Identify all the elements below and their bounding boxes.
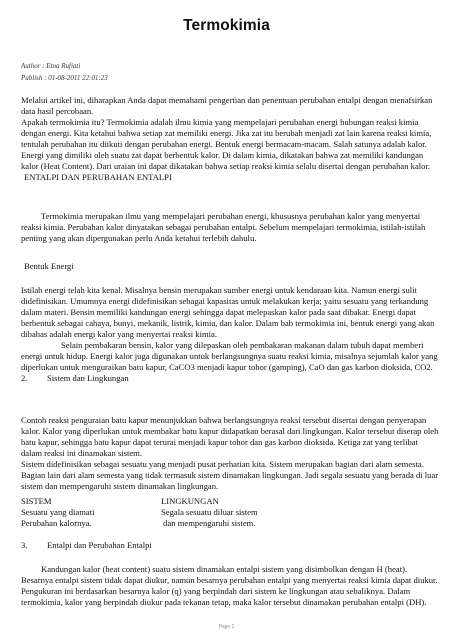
- table-cell: Perubahan kalornya.: [21, 518, 92, 528]
- paragraph-energi: Istilah energi telah kita kenal. Misalnya bensin merupakan sumber energi untuk kendaraan kita. Namun energi sulit didefinisikan. Umumnya energi didefinisikan sebagai kapasitas untuk melakukan kerja; yaitu sesuatu yang terkandung dalam materi. Bensin memiliki kandungan energi sehingga dapat melepaskan kalor pada saat dibakar. Energi dapat berbentuk sebagai cahaya, bunyi, mekanik, listrik, kimia, dan kalor. Dalam bab termokimia ini, bentuk energi yang akan dibahas adalah energi kalor yang menyertai reaksi kimia.: [21, 285, 435, 339]
- heading-entalpi: ENTALPI DAN PERUBAHAN ENTALPI: [24, 172, 172, 182]
- table-cell: Sesuatu yang diamati: [21, 507, 95, 517]
- paragraph-intro: Melalui artikel ini, diharapkan Anda dapat memahami pengertian dan penentuan perubahan entalpi dengan menafsirkan data hasil percobaan.: [21, 95, 433, 116]
- table-cell: dan mempengaruhi sistem.: [161, 518, 256, 528]
- intro-block: [21, 95, 439, 183]
- page-title: Termokimia: [183, 17, 270, 34]
- section-3-heading: [21, 540, 439, 551]
- table-cell: Segala sesuatu diluar sistem: [161, 507, 258, 517]
- table-cell: SISTEM: [21, 496, 52, 506]
- section-2-label: Sistem dan Lingkungan: [47, 373, 129, 383]
- table-row: [21, 496, 258, 507]
- paragraph-penguraian: Contoh reaksi penguraian batu kapur menunjukkan bahwa berlangsungnya reaksi tersebut disertai dengan penyerapan kalor. Kalor yang diperlukan untuk membakar batu kapur didapatkan berasal dari lingkungan. Kalor tersebut diserap oleh batu kapur, sehingga batu kapur dapat terurai menjadi kapur tohor dan gas karbon dioksida. Ketiga zat yang terlibat dalam reaksi ini dinamakan sistem.: [21, 415, 439, 458]
- section-energi-body: [21, 285, 439, 384]
- table-cell: LINGKUNGAN: [161, 496, 219, 506]
- table-row: [21, 507, 258, 518]
- paragraph-pembakaran: Selain pembakaran bensin, kalor yang dilepaskan oleh pembakaran makanan dalam tubuh dapat memberi energi untuk hidup. Energi kalor juga digunakan untuk berlangsungnya suatu reaksi kimia, misalnya sejumlah kalor yang diperlukan untuk menguraikan batu kapur, CaCO3 menjadi kapur tohor (gamping), CaO dan gas karbon dioksida, CO2.: [21, 340, 438, 372]
- section-sistem-body: [21, 415, 439, 492]
- paragraph-sistem: Sistem didefinisikan sebagai sesuatu yang menjadi pusat perhatian kita. Sistem merupakan bagian dari alam semesta. Bagian lain dari alam semesta yang tidak termasuk sistem dinamakan lingkungan. Jadi segala sesuatu yang berada di luar sistem dan mempengaruhi sistem dinamakan lingkungan.: [21, 459, 439, 491]
- author-line: Author : Etna Rufiati: [21, 62, 81, 70]
- sistem-lingkungan-table: [21, 496, 258, 529]
- section-2-heading: [21, 373, 439, 384]
- section-3-label: Entalpi dan Perubahan Entalpi: [47, 540, 152, 550]
- section-3-number: 3.: [21, 540, 28, 550]
- paragraph-kandungan-kalor: Kandungan kalor (heat content) suatu sistem dinamakan entalpi sistem yang disimbolkan dengan H (heat). Besarnya entalpi sistem tidak dapat diukur, namun besarnya perubahan entalpi yang menyertai reaksi kimia dapat diukur. Pengukuran ini berdasarkan besarnya kalor (q) yang berpindah dari sistem ke lingkungan atau sebaliknya. Dalam termokimia, kalor yang berpindah diukur pada tekanan tetap, maka kalor tersebut dinamakan perubahan entalpi (DH).: [21, 564, 438, 607]
- publish-line: Publish : 01-08-2011 22:01:23: [21, 74, 108, 82]
- page-number: Page 1: [218, 624, 235, 630]
- paragraph-termokimia: Apakah termokimia itu? Termokimia adalah ilmu kimia yang mempelajari perubahan energi hubungan reaksi kimia dengan energi. Kita ketahui bahwa setiap zat memiliki energi. Jika zat itu berubah menjadi zat lain karena reaksi kimia, tentulah perubahan itu diikuti dengan perubahan energi. Bentuk energi bermacam-macam. Salah satunya adalah kalor. Energi yang dimiliki oleh suatu zat dapat berbentuk kalor. Di dalam kimia, dikatakan bahwa zat memiliki kandungan kalor (Heat Content). Dari uraian ini dapat dikatakan bahwa setiap reaksi kimia selalu disertai dengan perubahan kalor.: [21, 117, 432, 171]
- section-entalpi-detail: [21, 564, 439, 608]
- paragraph-termokimia-definition: Termokimia merupakan ilmu yang mempelajari perubahan energi, khususnya perubahan kalor yang menyertai reaksi kimia. Perubahan kalor dinyatakan sebagai perubahan entalpi. Sebelum mempelajari termokimia, istilah-istilah penting yang akan dipergunakan perlu Anda ketahui terlebih dahulu.: [21, 211, 426, 243]
- table-row: [21, 518, 258, 529]
- heading-bentuk-energi: Bentuk Energi: [24, 261, 74, 271]
- section-entalpi-body: [21, 211, 439, 244]
- section-2-number: 2.: [21, 373, 28, 383]
